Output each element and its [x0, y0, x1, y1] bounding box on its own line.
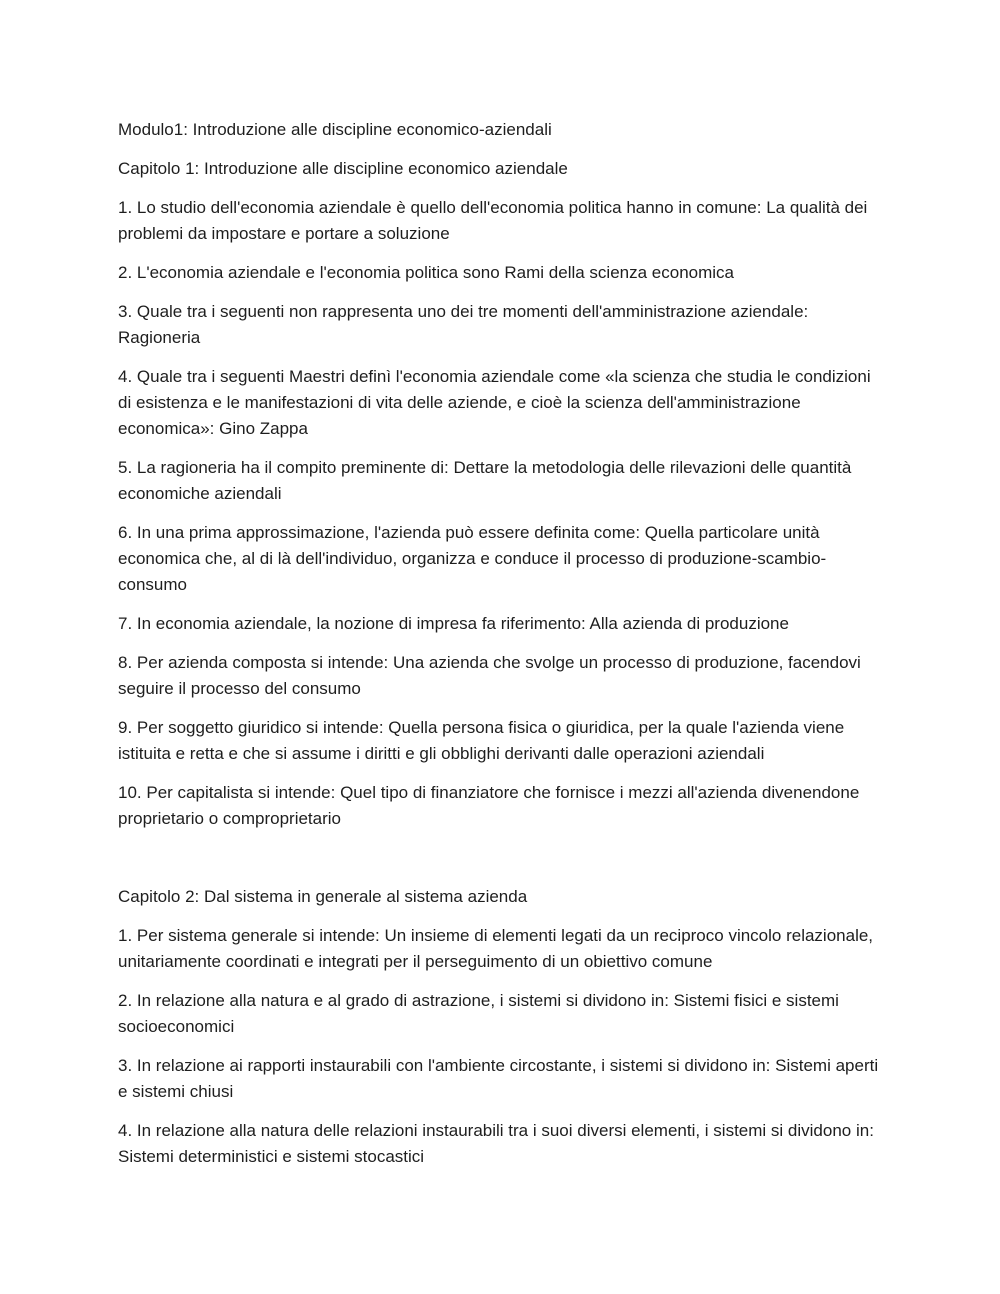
- chapter-1-title: Capitolo 1: Introduzione alle discipline economico aziendale: [118, 159, 568, 178]
- chapter-1-item: 10. Per capitalista si intende: Quel tipo di finanziatore che fornisce i mezzi all'azienda divenendone proprietario o comproprietario: [118, 783, 860, 828]
- chapter-1-item: 9. Per soggetto giuridico si intende: Quella persona fisica o giuridica, per la quale l'azienda viene istituita e retta e che si assume i diritti e gli obblighi derivanti dalle operazioni aziendali: [118, 718, 845, 763]
- chapter-1-item: 4. Quale tra i seguenti Maestri definì l'economia aziendale come «la scienza che studia le condizioni di esistenza e le manifestazioni di vita delle aziende, e cioè la scienza dell'amministrazione economica»: Gino Zappa: [118, 367, 871, 438]
- chapter-1-item: 2. L'economia aziendale e l'economia politica sono Rami della scienza economica: [118, 263, 735, 282]
- chapter-2-item: 3. In relazione ai rapporti instaurabili con l'ambiente circostante, i sistemi si dividono in: Sistemi aperti e sistemi chiusi: [118, 1056, 879, 1101]
- chapter-2-item: 1. Per sistema generale si intende: Un insieme di elementi legati da un reciproco vincolo relazionale, unitariamente coordinati e integrati per il perseguimento di un obiettivo comune: [118, 926, 874, 971]
- document-page: [118, 117, 880, 1183]
- chapter-2-item: 4. In relazione alla natura delle relazioni instaurabili tra i suoi diversi elementi, i sistemi si dividono in: Sistemi deterministici e sistemi stocastici: [118, 1121, 874, 1166]
- chapter-1-item: 5. La ragioneria ha il compito preminente di: Dettare la metodologia delle rilevazioni delle quantità economiche aziendali: [118, 458, 852, 503]
- chapter-1-item: 6. In una prima approssimazione, l'azienda può essere definita come: Quella particolare unità economica che, al di là dell'individuo, organizza e conduce il processo di produzione-scambio-consumo: [118, 523, 827, 594]
- chapter-1-item: 3. Quale tra i seguenti non rappresenta uno dei tre momenti dell'amministrazione aziendale: Ragioneria: [118, 302, 809, 347]
- chapter-2-item: 2. In relazione alla natura e al grado di astrazione, i sistemi si dividono in: Sistemi fisici e sistemi socioeconomici: [118, 991, 839, 1036]
- chapter-1-item: 7. In economia aziendale, la nozione di impresa fa riferimento: Alla azienda di produzione: [118, 614, 789, 633]
- module-title: Modulo1: Introduzione alle discipline economico-aziendali: [118, 120, 552, 139]
- chapter-1-item: 1. Lo studio dell'economia aziendale è quello dell'economia politica hanno in comune: La qualità dei problemi da impostare e portare a soluzione: [118, 198, 868, 243]
- section-spacer: [118, 845, 880, 884]
- chapter-2-title: Capitolo 2: Dal sistema in generale al sistema azienda: [118, 887, 528, 906]
- chapter-1-item: 8. Per azienda composta si intende: Una azienda che svolge un processo di produzione, facendovi seguire il processo del consumo: [118, 653, 861, 698]
